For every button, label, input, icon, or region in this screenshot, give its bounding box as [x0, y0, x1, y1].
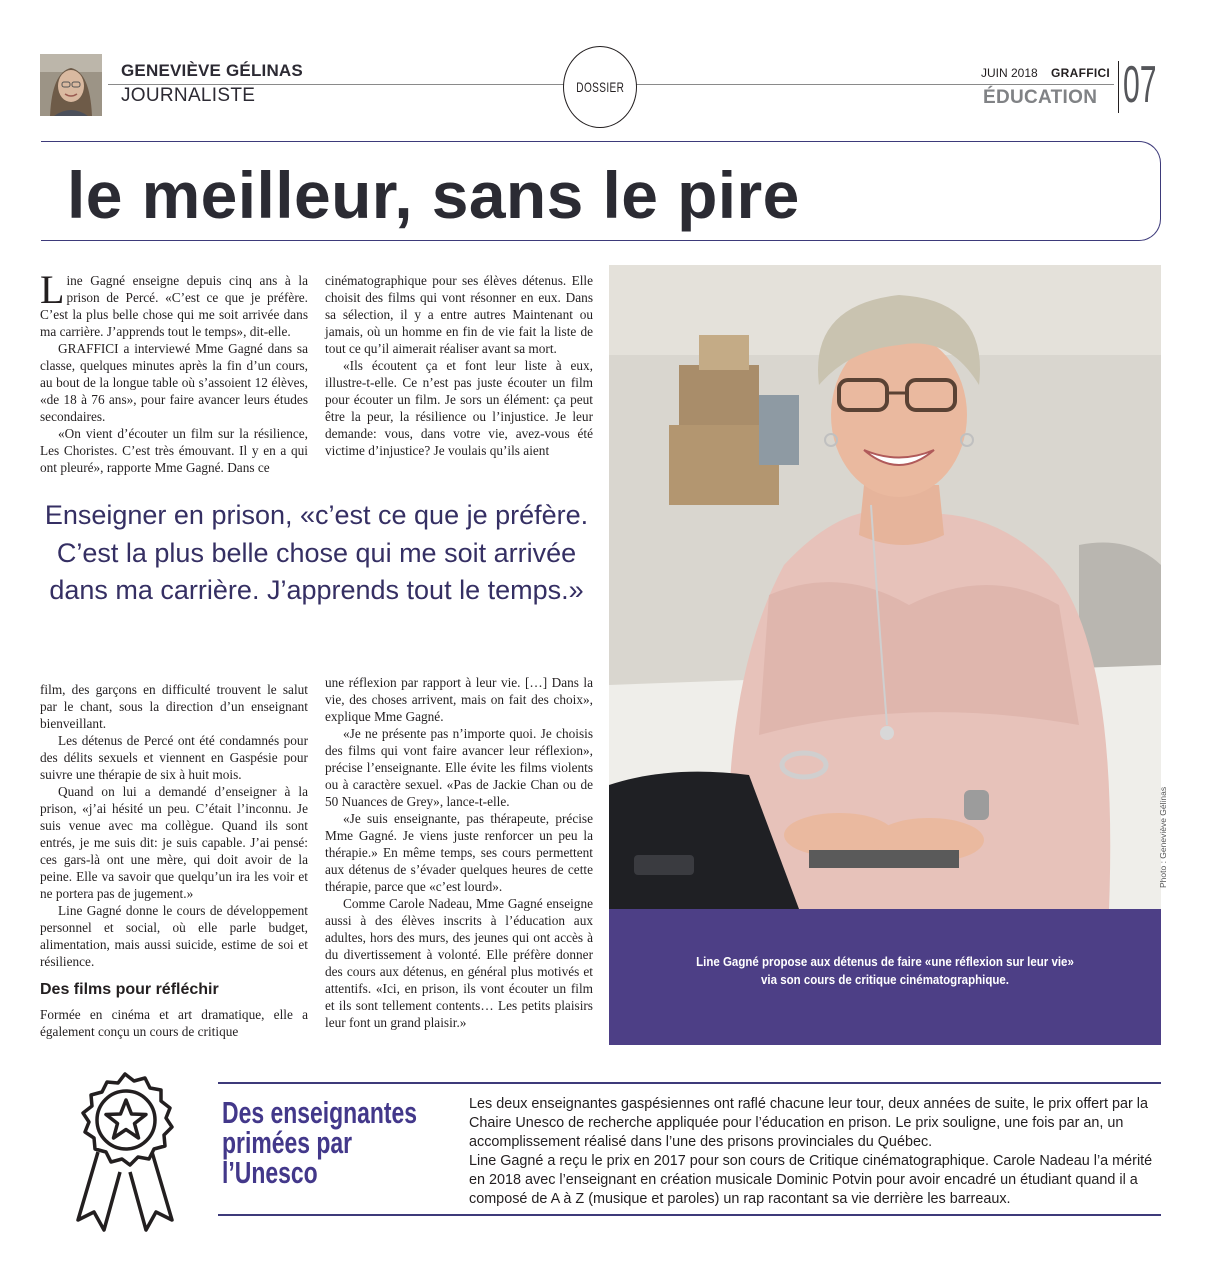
body-column-3: [40, 681, 308, 1040]
lead-paragraph: [40, 267, 308, 340]
paragraph: film, des garçons en difficulté trouvent le salut par le chant, sous la direction d’un enseignant bienveillant.: [40, 682, 308, 731]
subheading: Des films pour réfléchir: [40, 981, 219, 998]
body-column-2: [325, 272, 593, 459]
paragraph: «Je suis enseignante, pas thérapeute, précise Mme Gagné. Je viens juste renforcer un peu la thérapie.» En même temps, ses cours permettent aux détenus de s’évader quelques heures de cette thérapie, parce que «c’est lourd».: [325, 811, 593, 894]
paragraph: Line Gagné donne le cours de développement personnel et social, où elle parle budget, alimentation, mais aussi suicide, estime de soi et résilience.: [40, 903, 308, 969]
paragraph: GRAFFICI a interviewé Mme Gagné dans sa classe, quelques minutes après la fin d’un cours, au bout de la longue table où s’assoient 12 élèves, «de 18 à 76 ans», pour faire avancer leurs études secondaires.: [40, 341, 308, 424]
pull-quote: Enseigner en prison, «c’est ce que je préfère. C’est la plus belle chose qui me soit arrivée dans ma carrière. J’apprends tout le temps.»: [44, 500, 589, 605]
drop-cap: L: [40, 267, 65, 312]
paragraph: Formée en cinéma et art dramatique, elle a également conçu un cours de critique: [40, 1007, 308, 1039]
headline: le meilleur, sans le pire: [67, 158, 800, 232]
award-bottom-rule: [218, 1214, 1161, 1216]
publication-brand: GRAFFICI: [1051, 66, 1111, 80]
award-paragraph: Line Gagné a reçu le prix en 2017 pour son cours de Critique cinématographique. Carole Nadeau l’a mérité en 2018 avec l’enseignant en création musicale Dominic Potvin pour avoir encadré un étudiant quand il a composé de A à Z (musique et paroles) un rap racontant sa vie derrière les barreaux.: [469, 1153, 1153, 1207]
dossier-label: DOSSIER: [576, 79, 624, 95]
dossier-badge: [563, 46, 637, 128]
paragraph: Quand on lui a demandé d’enseigner à la prison, «j’ai hésité un peu. C’était l’inconnu. Je suis venue avec ma collègue. Quand ils sont entrés, je me suis dit: je suis capable. J’ai pensé: ces gars-là ont une mère, qui doit avoir de la peine. Elle va savoir que quelqu’un ira les voir et ne portera pas de jugement.»: [40, 784, 308, 901]
award-heading: Des enseignantes primées par l’Unesco: [222, 1095, 418, 1190]
author-portrait-icon: [40, 54, 102, 116]
page-number: 07: [1123, 56, 1157, 114]
body-column-4: [325, 674, 593, 1031]
body-column-1: [40, 267, 308, 476]
award-paragraph: Les deux enseignantes gaspésiennes ont raflé chacune leur tour, deux années de suite, le prix offert par la Chaire Unesco de recherche appliquée pour l’éducation en prison. Le prix souligne, une fois par an, un accomplissement réalisé dans l’une des prisons provinciales du Québec.: [469, 1096, 1148, 1150]
award-body: [469, 1095, 1159, 1209]
section-name: ÉDUCATION: [983, 87, 1098, 108]
paragraph: Les détenus de Percé ont été condamnés pour des délits sexuels et viennent en Gaspésie pour suivre une thérapie de six à huit mois.: [40, 733, 308, 782]
paragraph: «Ils écoutent ça et font leur liste à eux, illustre-t-elle. Ce n’est pas juste écouter un film pour écouter un film. Je sors un élément: ça peut être la peur, la résilience ou l’injustice. Je leur demande: vous, dans votre vie, avez-vous été victime d’injustice? Je voulais qu’ils aient: [325, 358, 593, 458]
issue-date: JUIN 2018: [981, 66, 1038, 80]
paragraph: cinématographique pour ses élèves détenus. Elle choisit des films qui vont résonner en eux. Dans sa sélection, il y a entre autres Maintenant ou jamais, où un homme en fin de vie fait la liste de tout ce qu’il aimerait réaliser avant sa mort.: [325, 273, 593, 356]
paragraph: «Je ne présente pas n’importe quoi. Je choisis des films qui vont faire avancer leur réflexion», précise l’enseignante. Elle évite les films violents ou à caractère sexuel. «Pas de Jackie Chan ou de 50 Nuances de Grey», lance-t-elle.: [325, 726, 593, 809]
award-top-rule: [218, 1082, 1161, 1084]
photo-credit: Photo : Geneviève Gélinas: [1158, 786, 1168, 888]
page-divider: [1118, 61, 1119, 113]
paragraph: Comme Carole Nadeau, Mme Gagné enseigne aussi à des élèves inscrits à l’éducation aux adultes, hors des murs, des jeunes qui ont accès à du divertissement à volonté. Elle préfère donner des cours aux détenus, en général plus motivés et attentifs. «Ici, en prison, ils vont écouter un film et ils sont tellement contents… Les petits plaisirs leur font un grand plaisir.»: [325, 896, 593, 1030]
paragraph: «On vient d’écouter un film sur la résilience, Les Choristes. C’est très émouvant. Il y en a qui ont pleuré», rapporte Mme Gagné. Dans ce: [40, 426, 308, 475]
author-name: GENEVIÈVE GÉLINAS: [121, 61, 303, 80]
lead-text: ine Gagné enseigne depuis cinq ans à la prison de Percé. «C’est ce que je préfère. C’est la plus belle chose qui me soit arrivée dans ma carrière. J’apprends tout le temps», dit-elle.: [40, 273, 308, 339]
author-role: JOURNALISTE: [121, 85, 256, 106]
paragraph: une réflexion par rapport à leur vie. […] Dans la vie, des choses arrivent, mais on fait des choix», explique Mme Gagné.: [325, 675, 593, 724]
award-ribbon-icon: [70, 1070, 180, 1240]
teacher-photo: [609, 265, 1161, 909]
caption-box: [609, 909, 1161, 1045]
photo-caption: Line Gagné propose aux détenus de faire «une réflexion sur leur vie» via son cours de critique cinématographique.: [696, 955, 1074, 987]
